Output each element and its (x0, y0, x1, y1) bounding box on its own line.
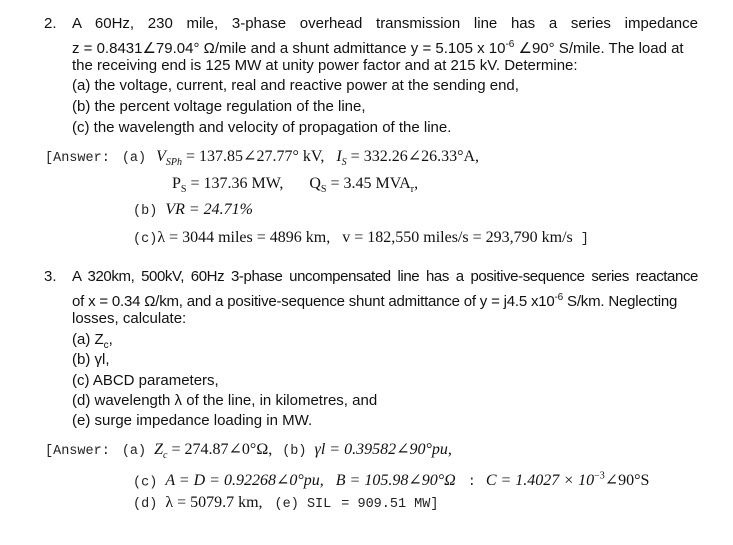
problem-2-line-2-text: z = 0.8431∠79.04° Ω/mile and a shunt admittance y = 5.105 x 10 (72, 40, 506, 57)
problem-3-line-7: (d) wavelength λ of the line, in kilometres, and (72, 392, 378, 409)
answer-d-label: (d) (133, 497, 158, 512)
velocity-value: v = 182,550 miles/s = 293,790 km/s (342, 229, 573, 246)
problem-2-line-1: A 60Hz, 230 mile, 3-phase overhead transmission line has a series impedance (72, 15, 698, 32)
zc-subscript: c (163, 450, 168, 462)
problem-3-line-8: (e) surge impedance loading in MW. (72, 412, 313, 429)
problem-2-answer-line-2 (172, 174, 418, 200)
c-param-exponent: −3 (594, 471, 605, 482)
zc-item-text: (a) Z (72, 331, 104, 348)
problem-3-answer-line-1 (45, 440, 452, 466)
problem-2-line-2-tail: ∠90° S/mile. The load at (514, 40, 684, 57)
qs-symbol: Q (309, 175, 321, 192)
problem-2-answer-line-3 (133, 200, 253, 222)
answer-a-label: (a) (121, 444, 147, 459)
ps-subscript: S (180, 184, 187, 196)
problem-2-exponent: -6 (505, 39, 515, 50)
problem-3-exponent: -6 (554, 292, 564, 303)
sil-value: = 909.51 MW] (341, 497, 439, 512)
answer-open: [Answer: (45, 444, 110, 459)
ps-value: = 137.36 MW, (186, 175, 284, 192)
problem-3-line-2-text: of x = 0.34 Ω/km, and a positive-sequence shunt admittance of y = j4.5 x10 (72, 293, 555, 310)
answer-c-label: (c) (133, 232, 158, 247)
vs-subscript: SPh (165, 157, 183, 169)
b-param-value: B = 105.98∠90°Ω (335, 472, 456, 490)
problem-3-line-2-tail: S/km. Neglecting (563, 293, 678, 310)
lambda-value: λ = 5079.7 km, (165, 494, 263, 511)
problem-3-number: 3. (44, 268, 57, 285)
is-symbol: I (336, 148, 342, 165)
zc-symbol: Z (154, 441, 164, 458)
c-param-value: C = 1.4027 × 10 (485, 472, 595, 490)
problem-3-answer-line-3 (133, 493, 438, 515)
is-value: = 332.26∠26.33°A, (346, 148, 480, 165)
problem-2-answer-line-1 (45, 147, 479, 173)
vs-value: = 137.85∠27.77° kV, (182, 148, 325, 165)
problem-3-answer-line-2 (133, 467, 649, 493)
problem-2-line-4: (a) the voltage, current, real and reactive power at the sending end, (72, 77, 519, 94)
c-param-tail: ∠90°S (604, 472, 650, 490)
answer-close: ] (580, 232, 589, 247)
problem-2-line-3: the receiving end is 125 MW at unity power factor and at 215 kV. Determine: (72, 57, 578, 74)
answer-e-label: (e) SIL (274, 497, 332, 512)
is-subscript: S (341, 157, 347, 169)
problem-3-line-6: (c) ABCD parameters, (72, 372, 219, 389)
problem-3-line-5: (b) γl, (72, 351, 110, 368)
zc-item-tail: , (108, 331, 113, 348)
answer-a-label: (a) (121, 151, 147, 166)
zc-value: = 274.87∠0°Ω, (167, 441, 273, 458)
problem-2-line-5: (b) the percent voltage regulation of the line, (72, 98, 366, 115)
problem-3-line-1: A 320km, 500kV, 60Hz 3-phase uncompensated line has a positive-sequence series reactance (72, 268, 698, 285)
colon-separator: : (467, 475, 476, 491)
ad-value: A = D = 0.92268∠0°pu, (165, 472, 324, 490)
qs-value: = 3.45 MVA (326, 175, 411, 192)
lambda-value: λ = 3044 miles = 4896 km, (157, 229, 331, 246)
problem-3-line-3: losses, calculate: (72, 310, 187, 327)
answer-c-label: (c) (133, 475, 158, 491)
ps-symbol: P (172, 175, 181, 192)
zc-item-subscript: c (103, 340, 109, 351)
vr-value: VR = 24.71% (165, 201, 253, 218)
vs-symbol: V (156, 148, 166, 165)
qs-tail: , (414, 175, 419, 192)
problem-2-answer-line-4 (133, 228, 589, 250)
answer-b-label: (b) (133, 204, 158, 219)
problem-2-line-6: (c) the wavelength and velocity of propagation of the line. (72, 119, 452, 136)
qs-subscript: S (320, 184, 327, 196)
answer-open: [Answer: (45, 151, 110, 166)
problem-2-number: 2. (44, 15, 57, 32)
answer-b-label: (b) (282, 444, 307, 459)
qs-unit-subscript: r (410, 184, 415, 196)
gamma-l-value: γl = 0.39582∠90°pu, (314, 441, 452, 458)
